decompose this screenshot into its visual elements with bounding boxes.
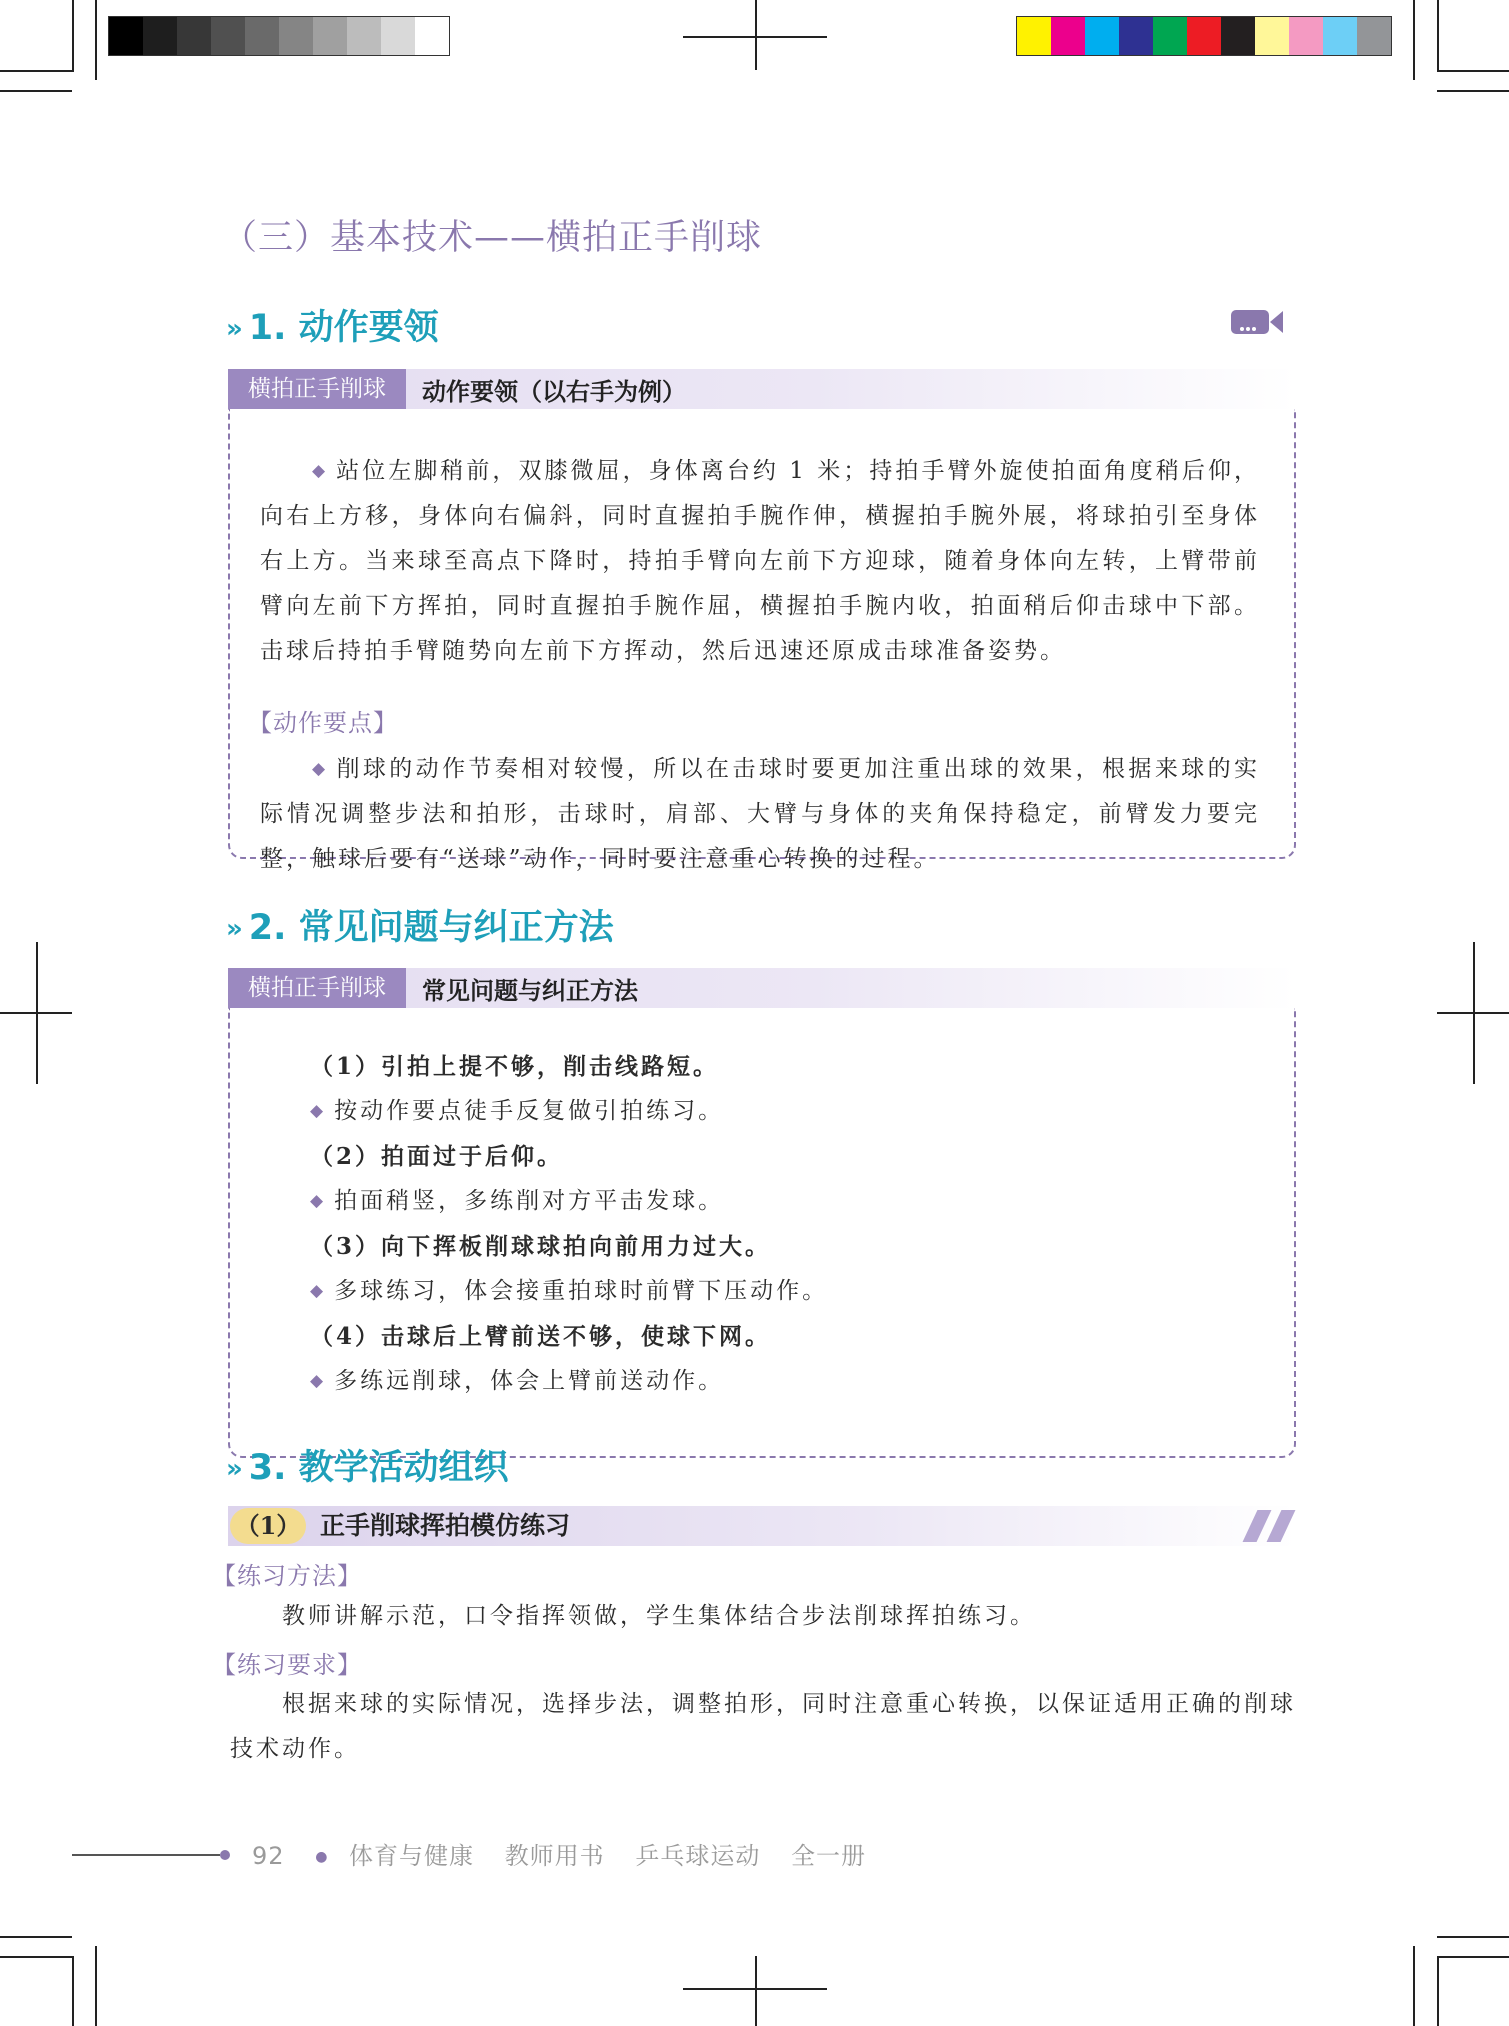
color-swatch — [1051, 17, 1085, 55]
page-number: 92 — [252, 1842, 285, 1870]
chevron-right-icon: » — [226, 1454, 243, 1484]
box-header — [228, 968, 1296, 1008]
correction-item: ◆ 拍面稍竖，多练削对方平击发球。 — [310, 1188, 725, 1214]
page-title: （三）基本技术——横拍正手削球 — [222, 218, 763, 258]
crop-mark — [72, 1956, 74, 2026]
crop-mark — [683, 36, 827, 38]
requirement-label: 【练习要求】 — [212, 1651, 362, 1679]
chevron-right-icon: » — [226, 914, 243, 944]
crop-mark — [755, 1956, 757, 2026]
color-swatch — [1323, 17, 1357, 55]
box-body — [228, 1008, 1296, 1458]
chevron-right-icon: » — [226, 314, 243, 344]
stripe-decoration — [1243, 1510, 1272, 1542]
problem-item: （2）拍面过于后仰。 — [310, 1143, 564, 1170]
requirement-text: 根据来球的实际情况，选择步法，调整拍形，同时注意重心转换，以保证适用正确的削球技术动作。 — [230, 1691, 1296, 1762]
common-problems-box — [228, 968, 1296, 1458]
stripe-decoration — [1267, 1510, 1296, 1542]
color-swatch — [1255, 17, 1289, 55]
crop-mark — [1413, 0, 1415, 80]
crop-mark — [0, 1936, 72, 1938]
crop-mark — [1437, 1012, 1509, 1014]
action-essentials-box — [228, 369, 1296, 872]
diamond-bullet-icon: ◆ — [310, 1191, 327, 1211]
book-type: 教师用书 — [504, 1842, 605, 1870]
process-color-bars — [1016, 16, 1392, 56]
correction-item: ◆ 按动作要点徒手反复做引拍练习。 — [310, 1098, 725, 1124]
crop-mark — [95, 0, 97, 80]
footer — [252, 1836, 888, 1871]
gray-swatch — [381, 17, 415, 55]
box-title: 动作要领（以右手为例） — [422, 377, 686, 406]
color-swatch — [1119, 17, 1153, 55]
footer-rule — [72, 1854, 220, 1856]
color-swatch — [1085, 17, 1119, 55]
footer-dot — [220, 1850, 230, 1860]
crop-mark — [1437, 70, 1509, 72]
color-swatch — [1289, 17, 1323, 55]
box-tag: 横拍正手削球 — [228, 968, 406, 1008]
paragraph — [260, 747, 1260, 882]
gray-swatch — [347, 17, 381, 55]
crop-mark — [72, 0, 74, 72]
gray-swatch — [143, 17, 177, 55]
gray-swatch — [211, 17, 245, 55]
gray-swatch — [279, 17, 313, 55]
box-title: 常见问题与纠正方法 — [422, 976, 638, 1005]
box-header — [228, 369, 1296, 409]
diamond-bullet-icon: ◆ — [312, 759, 329, 779]
crop-mark — [1437, 0, 1439, 72]
color-swatch — [1187, 17, 1221, 55]
crop-mark — [755, 0, 757, 70]
diamond-bullet-icon: ◆ — [310, 1371, 327, 1391]
section-heading-text: 2. 常见问题与纠正方法 — [248, 908, 614, 948]
problem-item: （4）击球后上臂前送不够，使球下网。 — [310, 1323, 772, 1350]
crop-mark — [683, 1988, 827, 1990]
crop-mark — [1413, 1946, 1415, 2026]
crop-mark — [1437, 1956, 1439, 2026]
crop-mark — [1437, 1936, 1509, 1938]
book-volume: 全一册 — [790, 1842, 866, 1870]
gray-swatch — [109, 17, 143, 55]
paragraph-text: 削球的动作节奏相对较慢，所以在击球时要更加注重出球的效果，根据来球的实际情况调整步法和拍形，击球时，肩部、大臂与身体的夹角保持稳定，前臂发力要完整，触球后要有“送球”动作，同时要注意重心转换的过程。 — [260, 756, 1261, 872]
book-subject: 乒乓球运动 — [635, 1842, 761, 1870]
footer-dot-icon: ● — [315, 1849, 329, 1865]
box-body — [228, 409, 1296, 872]
section-heading-2 — [226, 900, 614, 950]
problem-list — [310, 1044, 1260, 1404]
gray-color-bars — [108, 16, 450, 56]
method-label: 【练习方法】 — [212, 1562, 362, 1590]
gray-swatch — [313, 17, 347, 55]
points-label: 【动作要点】 — [248, 709, 398, 737]
method-text: 教师讲解示范，口令指挥领做，学生集体结合步法削球挥拍练习。 — [282, 1603, 1036, 1629]
problem-item: （3）向下挥板削球球拍向前用力过大。 — [310, 1233, 772, 1260]
section-heading-1 — [226, 300, 439, 350]
color-swatch — [1357, 17, 1391, 55]
section-heading-text: 1. 动作要领 — [248, 308, 439, 348]
color-swatch — [1153, 17, 1187, 55]
section-heading-text: 3. 教学活动组织 — [248, 1448, 509, 1488]
problem-item: （1）引拍上提不够，削击线路短。 — [310, 1053, 720, 1080]
video-camera-icon[interactable] — [1230, 307, 1284, 337]
color-swatch — [1221, 17, 1255, 55]
activity-bar — [228, 1506, 1296, 1546]
diamond-bullet-icon: ◆ — [310, 1281, 327, 1301]
activity-number: （1） — [230, 1508, 306, 1544]
crop-mark — [0, 90, 72, 92]
gray-swatch — [177, 17, 211, 55]
diamond-bullet-icon: ◆ — [310, 1101, 327, 1121]
correction-item: ◆ 多练远削球，体会上臂前送动作。 — [310, 1368, 725, 1394]
correction-item: ◆ 多球练习，体会接重拍球时前臂下压动作。 — [310, 1278, 829, 1304]
gray-swatch — [415, 17, 449, 55]
crop-mark — [0, 70, 72, 72]
crop-mark — [0, 1012, 72, 1014]
book-title: 体育与健康 — [349, 1842, 475, 1870]
section-heading-3 — [226, 1440, 509, 1490]
diamond-bullet-icon: ◆ — [312, 461, 329, 481]
crop-mark — [95, 1946, 97, 2026]
crop-mark — [1437, 90, 1509, 92]
activity-title: 正手削球挥拍模仿练习 — [320, 1511, 571, 1540]
color-swatch — [1017, 17, 1051, 55]
box-tag: 横拍正手削球 — [228, 369, 406, 409]
crop-mark — [0, 1956, 72, 1958]
paragraph-text: 站位左脚稍前，双膝微屈，身体离台约 1 米；持拍手臂外旋使拍面角度稍后仰，向右上方移，身体向右偏斜，同时直握拍手腕作伸，横握拍手腕外展，将球拍引至身体右上方。当来球至高点下降时，持拍手臂向左前下方迎球，随着身体向左转，上臂带前臂向左前下方挥拍，同时直握拍手腕作屈，横握拍手腕内收，拍面稍后仰击球中下部。击球后持拍手臂随势向左前下方挥动，然后迅速还原成击球准备姿势。 — [260, 458, 1260, 664]
paragraph — [260, 449, 1260, 674]
crop-mark — [1437, 1956, 1509, 1958]
gray-swatch — [245, 17, 279, 55]
